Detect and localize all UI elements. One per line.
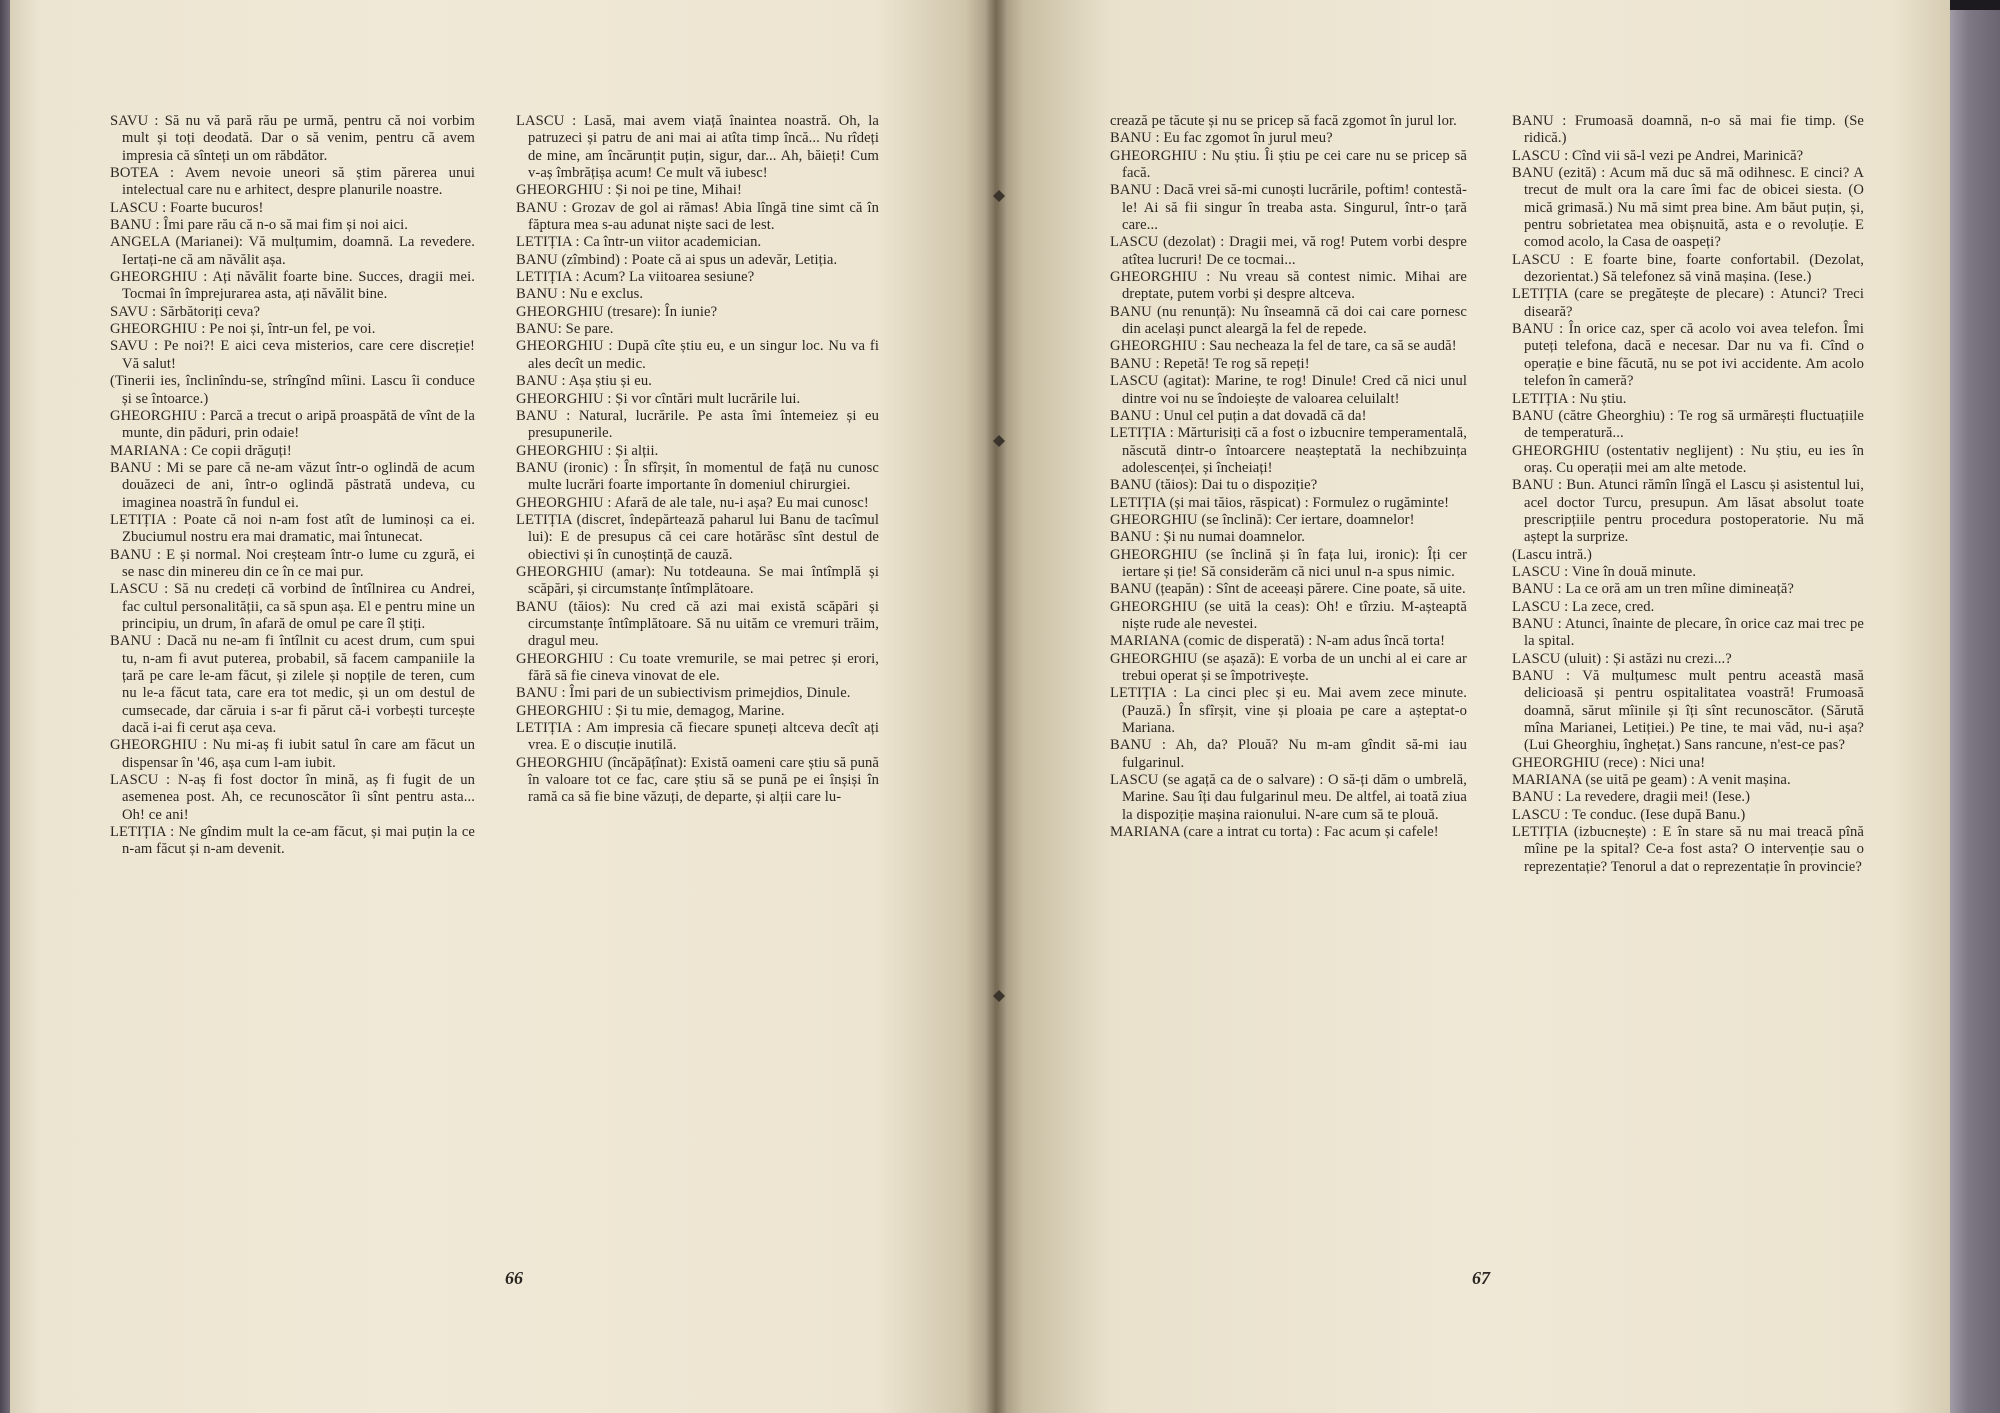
- dialogue-paragraph: GHEORGHIU (rece) : Nici una!: [1512, 754, 1706, 771]
- dialogue-paragraph: LETIȚIA : Nu știu.: [1512, 390, 1627, 407]
- dialogue-paragraph: GHEORGHIU (se așază): E vorba de un unchi al ei care ar trebui operat și se împotrivește.: [1110, 650, 1467, 684]
- dialogue-paragraph: BANU : Atunci, înainte de plecare, în orice caz mai trec pe la spital.: [1512, 615, 1864, 650]
- dialogue-paragraph: LETIȚIA : La cinci plec și eu. Mai avem zece minute. (Pauză.) În sfîrșit, vine și ploaia pe care a așteptat-o Mariana.: [1110, 685, 1467, 737]
- dialogue-paragraph: BANU : La ce oră am un tren mîine dimineață?: [1512, 581, 1794, 598]
- page-number-right: 67: [1472, 1268, 1490, 1288]
- dialogue-paragraph: GHEORGHIU : După cîte știu eu, e un singur loc. Nu va fi ales decît un medic.: [516, 338, 879, 372]
- dialogue-paragraph: SAVU : Pe noi?! E aici ceva misterios, care cere discreție! Vă salut!: [110, 338, 475, 372]
- dialogue-paragraph: ANGELA (Marianei): Vă mulțumim, doamnă. La revedere. Iertați-ne că am năvălit așa.: [110, 234, 475, 268]
- dialogue-paragraph: LETIȚIA : Ca într-un viitor academician.: [516, 234, 762, 251]
- dialogue-paragraph: BOTEA : Avem nevoie uneori să știm părerea unui intelectual care nu e arhitect, despre planurile noastre.: [110, 165, 475, 199]
- dialogue-paragraph: GHEORGHIU : Afară de ale tale, nu-i așa? Eu mai cunosc!: [516, 494, 869, 511]
- dialogue-paragraph: GHEORGHIU : Parcă a trecut o aripă proaspătă de vînt de la munte, din păduri, prin odaie!: [110, 407, 475, 442]
- left-page-column-2: [516, 113, 879, 807]
- dialogue-paragraph: BANU (nu renunță): Nu înseamnă că doi cai care pornesc din același punct aleargă la fel de repede.: [1110, 303, 1467, 338]
- book-gutter: [985, 0, 1007, 1413]
- dialogue-paragraph: LETIȚIA (și mai tăios, răspicat) : Formulez o rugăminte!: [1110, 494, 1450, 511]
- dialogue-paragraph: BANU : Bun. Atunci rămîn lîngă el Lascu și asistentul lui, acel doctor Turcu, presupun. Am lăsat absolut toate prescripțiile pentru procedura postoperatorie. Nu mă aștept la surprize.: [1512, 477, 1864, 546]
- dialogue-paragraph: LASCU : Foarte bucuros!: [110, 199, 264, 216]
- dialogue-paragraph: LASCU (uluit) : Și astăzi nu crezi...?: [1512, 650, 1732, 667]
- dialogue-paragraph: LASCU (agitat): Marine, te rog! Dinule! Cred că nici unul dintre voi nu se îndoiește de valoarea celuilalt!: [1110, 373, 1467, 407]
- dialogue-paragraph: LETIȚIA : Ne gîndim mult la ce-am făcut, și mai puțin la ce n-am făcut și n-am devenit.: [110, 824, 475, 858]
- dialogue-paragraph: GHEORGHIU : Nu vreau să contest nimic. Mihai are dreptate, putem vorbi și despre altceva.: [1110, 269, 1467, 303]
- dialogue-paragraph: LETIȚIA : Mărturisiți că a fost o izbucnire temperamentală, născută dintr-o întoarcere neașteptată la nechibzuința adolescenței, și încheiați!: [1110, 425, 1467, 476]
- dialogue-paragraph: BANU : Repetă! Te rog să repeți!: [1110, 355, 1310, 372]
- dialogue-paragraph: BANU : Îmi pari de un subiectivism primejdios, Dinule.: [516, 685, 851, 702]
- dialogue-paragraph: BANU (ironic) : În sfîrșit, în momentul de față nu cunosc multe lucrări foarte importante în domeniul chirurgiei.: [516, 459, 879, 494]
- dialogue-paragraph: BANU (către Gheorghiu) : Te rog să urmărești fluctuațiile de temperatură...: [1512, 407, 1864, 442]
- dialogue-paragraph: BANU : În orice caz, sper că acolo voi avea telefon. Îmi puteți telefona, dacă e necesar. Dar nu va fi. Cînd o operație e bine făcută, nu se pot ivi accidente. Am acolo telefon în cameră?: [1512, 321, 1864, 390]
- dialogue-paragraph: SAVU : Sărbătoriți ceva?: [110, 303, 261, 320]
- dialogue-paragraph: SAVU : Să nu vă pară rău pe urmă, pentru că noi vorbim mult și toți deodată. Dar o să venim, pentru că avem impresia că sînteți un om răbdător.: [110, 113, 475, 164]
- dialogue-paragraph: (Lascu intră.): [1512, 546, 1593, 563]
- dialogue-paragraph: BANU : Frumoasă doamnă, n-o să mai fie timp. (Se ridică.): [1512, 113, 1864, 147]
- dialogue-paragraph: BANU : Dacă nu ne-am fi întîlnit cu acest drum, cum spui tu, n-am fi avut puterea, probabil, să facem campaniile la țară pe care le-am făcut, și zilele și nopțile de teren, cum nu le-a făcut tata, care era tot medic, și un om destul de cumsecade, dar căruia i s-ar fi părut că-i vorbești turcește dacă i-ai fi cerut așa ceva.: [110, 633, 475, 737]
- dialogue-paragraph: MARIANA : Ce copii drăguți!: [110, 442, 292, 459]
- dialogue-paragraph: LASCU : Vine în două minute.: [1512, 563, 1697, 580]
- dialogue-paragraph: LASCU : Să nu credeți că vorbind de întîlnirea cu Andrei, fac cultul personalității, ca să spun așa. El e pentru mine un principiu, un drum, în afară de omul pe care îl știți.: [110, 581, 475, 632]
- dialogue-paragraph: BANU : Ah, da? Plouă? Nu m-am gîndit să-mi iau fulgarinul.: [1110, 737, 1467, 771]
- dialogue-paragraph: LETIȚIA : Acum? La viitoarea sesiune?: [516, 269, 755, 286]
- dialogue-paragraph: GHEORGHIU : Și tu mie, demagog, Marine.: [516, 702, 785, 719]
- dialogue-paragraph: LASCU : Te conduc. (Iese după Banu.): [1512, 806, 1746, 823]
- dialogue-paragraph: LASCU : Cînd vii să-l vezi pe Andrei, Marinică?: [1512, 147, 1804, 164]
- dialogue-paragraph: GHEORGHIU (se uită la ceas): Oh! e tîrziu. M-așteaptă niște rude ale nevestei.: [1110, 598, 1467, 632]
- dialogue-paragraph: BANU : Eu fac zgomot în jurul meu?: [1110, 130, 1333, 147]
- dialogue-paragraph: GHEORGHIU : Și vor cîntări mult lucrările lui.: [516, 390, 801, 407]
- book-cover-right-edge: [1948, 10, 2000, 1413]
- dialogue-paragraph: LETIȚIA (discret, îndepărtează paharul lui Banu de tacîmul lui): E de presupus că cei care hotărăsc sînt destul de obiectivi și în cunoștință de cauză.: [516, 511, 879, 563]
- dialogue-paragraph: GHEORGHIU (se înclină): Cer iertare, doamnelor!: [1110, 511, 1415, 528]
- dialogue-paragraph: GHEORGHIU (amar): Nu totdeauna. Se mai întîmplă și scăpări, și circumstanțe întîmplătoare.: [516, 563, 879, 598]
- dialogue-paragraph: (Tinerii ies, înclinîndu-se, strîngînd mîini. Lascu îi conduce și se întoarce.): [110, 373, 475, 407]
- dialogue-paragraph: GHEORGHIU : Pe noi și, într-un fel, pe voi.: [110, 321, 376, 338]
- dialogue-paragraph: BANU : La revedere, dragii mei! (Iese.): [1512, 789, 1751, 806]
- dialogue-paragraph: MARIANA (se uită pe geam) : A venit mașina.: [1512, 772, 1791, 789]
- dialogue-paragraph: GHEORGHIU : Și noi pe tine, Mihai!: [516, 182, 742, 199]
- dialogue-paragraph: BANU : Așa știu și eu.: [516, 373, 652, 390]
- dialogue-paragraph: GHEORGHIU (se înclină și în fața lui, ironic): Îți cer iertare și ție! Să considerăm că nici unul n-a spus nimic.: [1110, 546, 1467, 580]
- left-page-column-1: [110, 113, 475, 859]
- dialogue-paragraph: BANU : Mi se pare că ne-am văzut într-o oglindă de acum douăzeci de ani, într-o oglindă păstrată undeva, cu imaginea noastră în fundul ei.: [110, 459, 475, 511]
- dialogue-paragraph: BANU : Nu e exclus.: [516, 286, 644, 303]
- dialogue-paragraph: LASCU : Lasă, mai avem viață înaintea noastră. Oh, la patruzeci și patru de ani mai ai atîta timp încă... Nu rîdeți de mine, am încărunțit puțin, sigur, dar... Ah, băieți! Cum v-aș îmbrățișa acum! Ce mult vă iubesc!: [516, 113, 879, 182]
- dialogue-paragraph: BANU: Se pare.: [516, 321, 614, 338]
- dialogue-paragraph: LETIȚIA (izbucnește) : E în stare să nu mai treacă pînă mîine pe la spital? Ce-a fost asta? O intervenție sau o reprezentație? Tenorul a dat o reprezentație în provincie?: [1512, 824, 1864, 875]
- dialogue-paragraph: GHEORGHIU (tresare): În iunie?: [516, 303, 718, 320]
- dialogue-paragraph: BANU : E și normal. Noi creșteam într-o lume cu zgură, ei se nasc din minereu din ce în ce mai pur.: [110, 546, 475, 580]
- dialogue-paragraph: LASCU (se agață ca de o salvare) : O să-ți dăm o umbrelă, Marine. Sau îți dau fulgarinul meu. De altfel, ai toată ziua la dispoziție mașina raionului. N-are cum să te plouă.: [1110, 772, 1467, 823]
- dialogue-paragraph: BANU : Vă mulțumesc mult pentru această masă delicioasă și pentru ospitalitatea voastră! Frumoasă doamnă, sărut mîinile și îți sînt recunoscător. (Sărută mîna Marianei, Letiției.) Pe tine, te mai văd, nu-i așa? (Lui Gheorghiu, înghețat.) Sans rancune, n'est-ce pas?: [1512, 668, 1864, 754]
- dialogue-paragraph: BANU (tăios): Nu cred că azi mai există scăpări și circumstanțe întîmplătoare. Să nu uităm ce vremuri trăim, dragul meu.: [516, 598, 879, 650]
- dialogue-paragraph: MARIANA (comic de disperată) : N-am adus încă torta!: [1110, 633, 1446, 650]
- dialogue-paragraph: BANU : Dacă vrei să-mi cunoști lucrările, poftim! contestă-le! Ai să fii singur în treaba asta. Singurul, într-o țară care...: [1110, 182, 1467, 234]
- right-page-column-2: [1512, 113, 1864, 876]
- page-number-left: 66: [505, 1268, 523, 1288]
- dialogue-paragraph: BANU : Și nu numai doamnelor.: [1110, 529, 1306, 546]
- dialogue-paragraph: crează pe tăcute și nu se pricep să facă zgomot în jurul lor.: [1110, 113, 1457, 129]
- dialogue-paragraph: GHEORGHIU : Nu știu. Îi știu pe cei care nu se pricep să facă.: [1110, 147, 1467, 182]
- dialogue-paragraph: GHEORGHIU : Nu mi-aș fi iubit satul în care am făcut un dispensar în '46, așa cum l-am iubit.: [110, 737, 475, 771]
- dialogue-paragraph: LETIȚIA (care se pregătește de plecare) : Atunci? Treci diseară?: [1512, 286, 1864, 320]
- dialogue-paragraph: GHEORGHIU (încăpățînat): Există oameni care știu să pună în valoare tot ce fac, care știu să se pună pe ei înșiși în ramă ca să fie bine văzuți, de departe, și alții care lu-: [516, 754, 879, 806]
- dialogue-paragraph: BANU : Grozav de gol ai rămas! Abia lîngă tine simt că în făptura mea s-au adunat niște saci de lest.: [516, 199, 879, 234]
- dialogue-paragraph: BANU : Unul cel puțin a dat dovadă că da!: [1110, 407, 1367, 424]
- dialogue-paragraph: BANU (tăios): Dai tu o dispoziție?: [1110, 477, 1318, 494]
- dialogue-paragraph: LETIȚIA : Poate că noi n-am fost atît de luminoși ca ei. Zbuciumul nostru era mai dramatic, mai întunecat.: [110, 511, 475, 546]
- dialogue-paragraph: GHEORGHIU : Ați năvălit foarte bine. Succes, dragii mei. Tocmai în împrejurarea asta, ați năvălit bine.: [110, 269, 475, 303]
- dialogue-paragraph: LETIȚIA : Am impresia că fiecare spuneți altceva decît ați vrea. E o discuție inutilă.: [516, 720, 879, 754]
- dialogue-paragraph: LASCU (dezolat) : Dragii mei, vă rog! Putem vorbi despre atîtea lucruri! De ce tocmai...: [1110, 234, 1467, 268]
- dialogue-paragraph: GHEORGHIU : Cu toate vremurile, se mai petrec și erori, fără să fie cineva vinovat de ele.: [516, 650, 879, 684]
- dialogue-paragraph: BANU : Natural, lucrările. Pe asta îmi întemeiez și eu presupunerile.: [516, 407, 879, 442]
- dialogue-paragraph: LASCU : E foarte bine, foarte confortabil. (Dezolat, dezorientat.) Să telefonez să vină mașina. (Iese.): [1512, 251, 1864, 286]
- dialogue-paragraph: LASCU : La zece, cred.: [1512, 598, 1655, 615]
- dialogue-paragraph: GHEORGHIU : Sau necheaza la fel de tare, ca să se audă!: [1110, 338, 1457, 355]
- dialogue-paragraph: GHEORGHIU (ostentativ neglijent) : Nu știu, eu ies în oraș. Cu operații mei am alte metode.: [1512, 442, 1864, 476]
- right-page-column-1: [1110, 113, 1467, 841]
- dialogue-paragraph: LASCU : N-aș fi fost doctor în mină, aș fi fugit de un asemenea post. Ah, ce recunoscător îi sînt pentru asta... Oh! ce ani!: [110, 772, 475, 823]
- dialogue-paragraph: MARIANA (care a intrat cu torta) : Fac acum și cafele!: [1110, 824, 1439, 841]
- dialogue-paragraph: BANU (zîmbind) : Poate că ai spus un adevăr, Letiția.: [516, 251, 838, 268]
- dialogue-paragraph: BANU (țeapăn) : Sînt de aceeași părere. Cine poate, să uite.: [1110, 581, 1466, 598]
- dialogue-paragraph: GHEORGHIU : Și alții.: [516, 442, 659, 459]
- dialogue-paragraph: BANU : Îmi pare rău că n-o să mai fim și noi aici.: [110, 217, 409, 234]
- dialogue-paragraph: BANU (ezită) : Acum mă duc să mă odihnesc. E cinci? A trecut de mult ora la care îmi fac de obicei siesta. (O mică grimasă.) Nu mă simt prea bine. Am băut puțin, și, pentru sobrietatea mea obișnuită, asta e o revoluție. E comod acolo, la Casa de oaspeți?: [1512, 165, 1864, 251]
